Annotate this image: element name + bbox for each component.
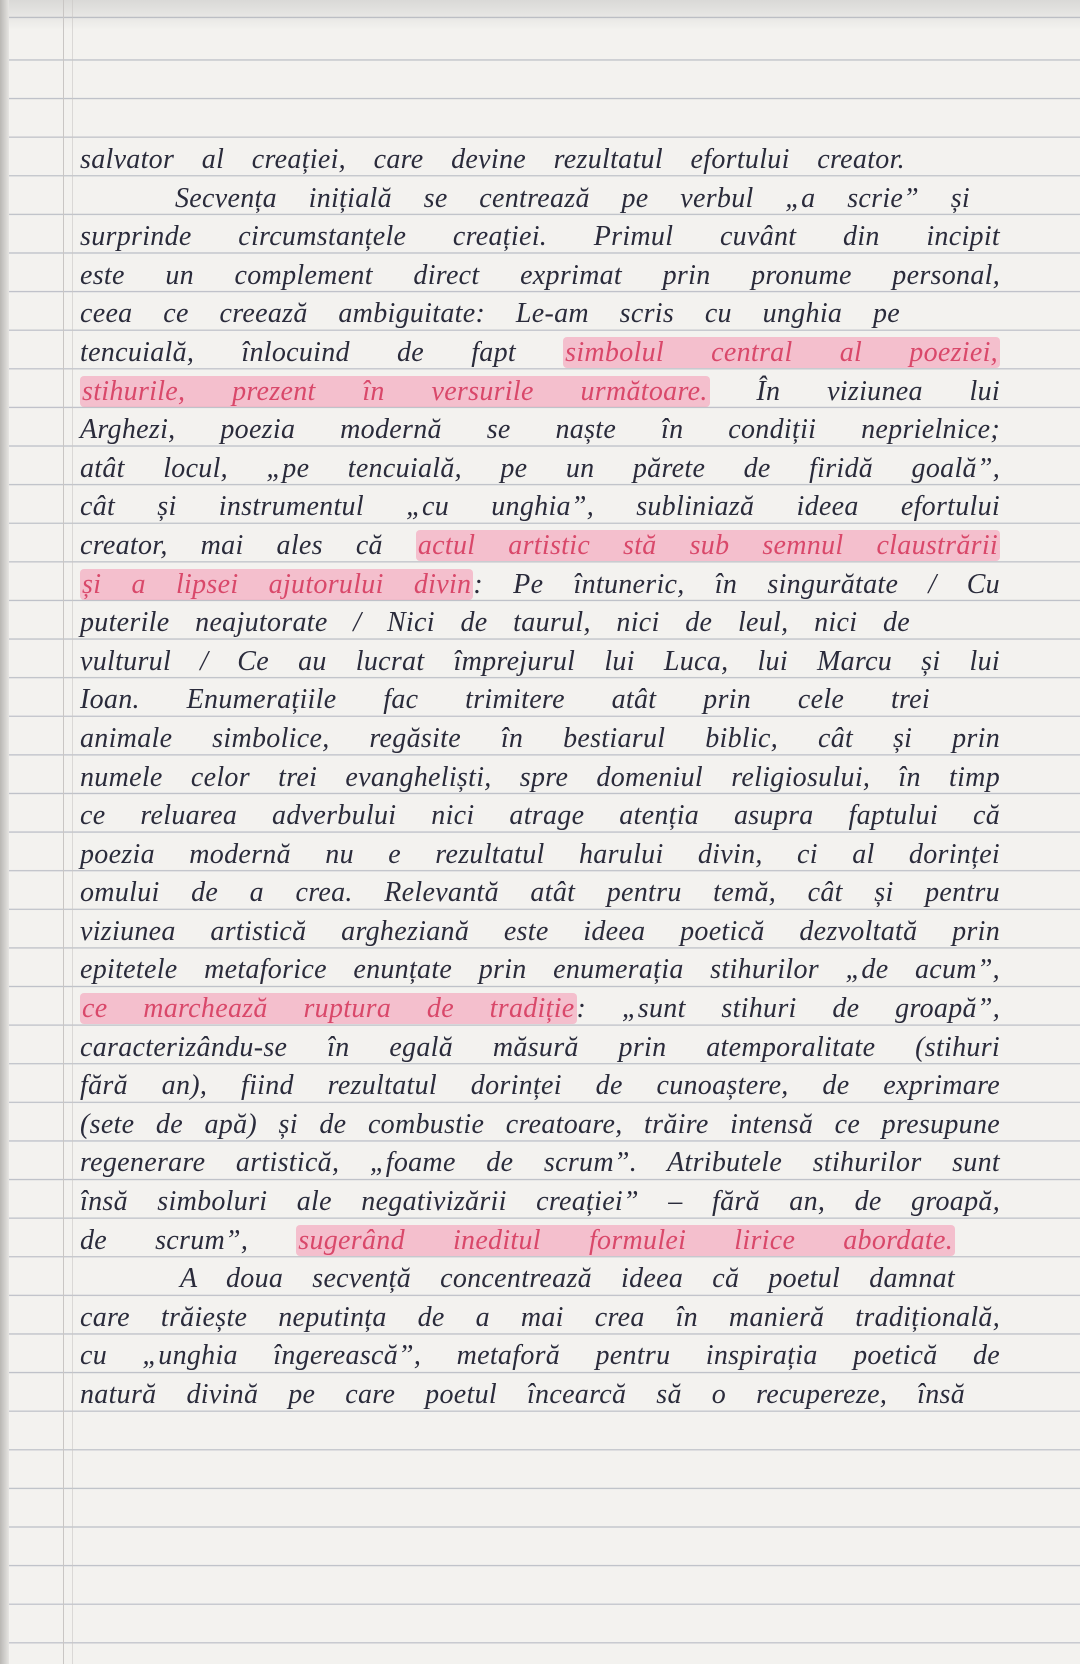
text-line (80, 527, 1000, 566)
text-line: cât și instrumentul „cu unghia”, subliniază ideea efortului (80, 491, 1000, 523)
text-line: ceea ce creează ambiguitate: Le-am scris cu unghia pe (80, 298, 900, 330)
text-line: ce reluarea adverbului nici atrage atenția asupra faptului că (80, 800, 1000, 832)
text-line: A doua secvență concentrează ideea că poetul damnat (180, 1263, 955, 1295)
margin-line (63, 0, 64, 1664)
highlighted-phrase: simbolul central al poeziei, (565, 336, 998, 368)
text-line: atât locul, „pe tencuială, pe un părete de firidă goală”, (80, 452, 1000, 484)
text-line: care trăiește neputința de a mai crea în manieră tradițională, (80, 1301, 1000, 1333)
text-segment: de scrum”, (80, 1224, 297, 1256)
text-line: caracterizându-se în egală măsură prin atemporalitate (stihuri (80, 1031, 1000, 1063)
text-line: este un complement direct exprimat prin pronume personal, (80, 259, 1000, 291)
text-line: numele celor trei evangheliști, spre domeniul religiosului, în timp (80, 761, 1000, 793)
text-line: omului de a crea. Relevantă atât pentru temă, cât și pentru (80, 877, 1000, 909)
text-line: poezia modernă nu e rezultatul harului divin, ci al dorinței (80, 838, 1000, 870)
text-line (80, 1222, 955, 1261)
highlighted-phrase: actul artistic stă sub semnul claustrării (417, 529, 998, 561)
highlighted-phrase: sugerând ineditul formulei lirice abordate. (298, 1224, 953, 1256)
text-segment: tencuială, înlocuind de fapt (80, 336, 564, 368)
text-line: viziunea artistică argheziană este ideea poetică dezvoltată prin (80, 915, 1000, 947)
text-line (80, 566, 1000, 605)
text-line: cu „unghia îngerească”, metaforă pentru inspirația poetică de (80, 1340, 1000, 1372)
text-line: (sete de apă) și de combustie creatoare, trăire intensă ce presupune (80, 1108, 1000, 1140)
highlighted-phrase: ce marchează ruptura de tradiție (82, 993, 575, 1025)
text-line (80, 334, 1000, 373)
margin-line (72, 0, 73, 1664)
page-binding-edge (0, 0, 9, 1664)
text-line: însă simboluri ale negativizării creației” – fără an, de groapă, (80, 1186, 1000, 1218)
text-line: regenerare artistică, „foame de scrum”. Atributele stihurilor sunt (80, 1147, 1000, 1179)
text-line: Arghezi, poezia modernă se naște în condiții neprielnice; (80, 414, 1000, 446)
text-line (80, 373, 1000, 412)
page-top-shadow (0, 0, 1080, 30)
text-line (80, 990, 1000, 1029)
text-line: vulturul / Ce au lucrat împrejurul lui Luca, lui Marcu și lui (80, 645, 1000, 677)
text-line: natură divină pe care poetul încearcă să o recupereze, însă (80, 1379, 965, 1410)
text-line: puterile neajutorate / Nici de taurul, nici de leul, nici de (80, 607, 910, 639)
text-line: surprinde circumstanțele creației. Primul cuvânt din incipit (80, 221, 1000, 253)
text-line: epitetele metaforice enunțate prin enumerația stihurilor „de acum”, (80, 954, 1000, 986)
text-line: fără an), fiind rezultatul dorinței de cunoaștere, de exprimare (80, 1070, 1000, 1102)
text-line: Secvența inițială se centrează pe verbul „a scrie” și (175, 182, 970, 214)
text-segment: : „sunt stihuri de groapă”, (576, 993, 1000, 1025)
text-line: Ioan. Enumerațiile fac trimitere atât prin cele trei (80, 684, 930, 716)
handwritten-notes (80, 141, 1010, 1415)
text-segment: : Pe întuneric, în singurătate / Cu (473, 568, 1000, 600)
text-line: salvator al creației, care devine rezultatul efortului creator. (80, 144, 905, 175)
highlighted-phrase: și a lipsei ajutorului divin (82, 568, 472, 600)
highlighted-phrase: stihurile, prezent în versurile următoare. (82, 375, 708, 407)
text-segment: creator, mai ales că (80, 529, 416, 561)
text-line: animale simbolice, regăsite în bestiarul biblic, cât și prin (80, 722, 1000, 754)
text-segment: În viziunea lui (709, 375, 1000, 407)
